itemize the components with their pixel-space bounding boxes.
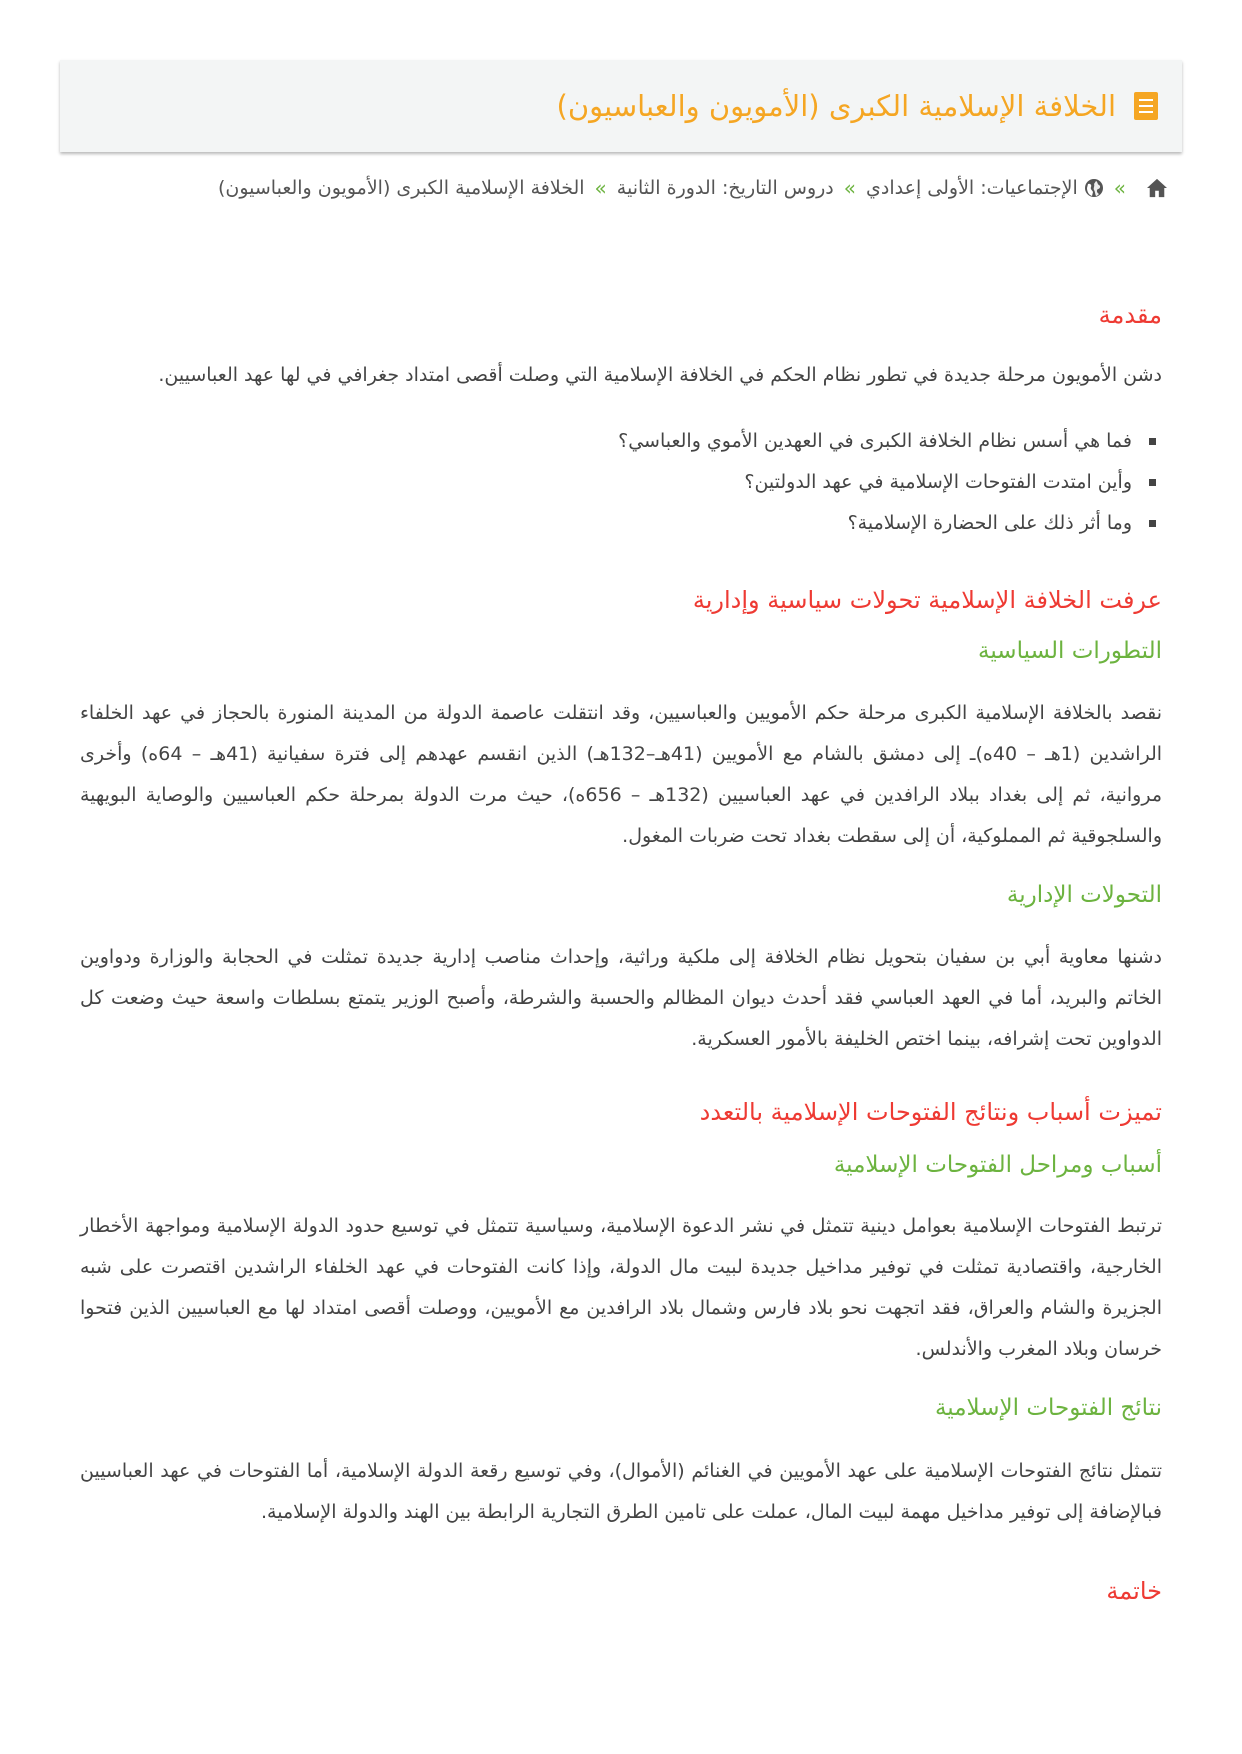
breadcrumb-item-grade[interactable]: الإجتماعيات: الأولى إعدادي xyxy=(866,177,1078,199)
breadcrumb-separator: » xyxy=(843,176,857,200)
page-title: الخلافة الإسلامية الكبرى (الأمويون والعباسيون) xyxy=(556,89,1116,123)
section1-heading: عرفت الخلافة الإسلامية تحولات سياسية وإدارية xyxy=(692,586,1162,614)
political-developments-text: نقصد بالخلافة الإسلامية الكبرى مرحلة حكم الأمويين والعباسيين، وقد انتقلت عاصمة الدولة من المدينة المنورة بالحجاز في عهد الخلفاء الراشدين (1هـ – 40ه)ـ إلى دمشق بالشام مع الأمويين (41هـ–132هـ) الذين انقسم عهدهم إلى فترة سفيانية (41هـ – 64ه) وأخرى مروانية، ثم إلى بغداد ببلاد الرافدين في عهد العباسيين (132هـ – 656ه)، حيث مرت الدولة بمرحلة حكم العباسيين والوصاية البويهية والسلجوقية ثم المملوكية، أن إلى سقطت بغداد تحت ضربات المغول. xyxy=(80,702,1163,847)
conquest-results-heading: نتائج الفتوحات الإسلامية xyxy=(934,1395,1162,1421)
conquest-causes-heading: أسباب ومراحل الفتوحات الإسلامية xyxy=(833,1152,1162,1178)
list-item: وأين امتدت الفتوحات الإسلامية في عهد الدولتين؟ xyxy=(80,462,1162,503)
document-icon xyxy=(1134,92,1158,120)
intro-text: دشن الأمويون مرحلة جديدة في تطور نظام الحكم في الخلافة الإسلامية التي وصلت أقصى امتداد جغرافي في لها عهد العباسيين. xyxy=(158,364,1162,386)
list-item: فما هي أسس نظام الخلافة الكبرى في العهدين الأموي والعباسي؟ xyxy=(80,421,1162,462)
breadcrumb-separator: » xyxy=(594,176,607,200)
title-card xyxy=(60,60,1182,152)
breadcrumb-separator: » xyxy=(1113,176,1126,200)
intro-questions xyxy=(80,421,1162,544)
administrative-changes-text: دشنها معاوية أبي بن سفيان بتحويل نظام الخلافة إلى ملكية وراثية، وإحداث مناصب إدارية جديدة تمثلت في الحجابة والوزارة ودواوين الخاتم والبريد، أما في العهد العباسي فقد أحدث ديوان المظالم والحسبة والشرطة، وأصبح الوزير يتمتع بسلطات واسعة حيث وضعت كل الدواوين تحت إشرافه، بينما اختص الخليفة بالأمور العسكرية. xyxy=(80,946,1162,1050)
breadcrumb-item-lessons[interactable]: دروس التاريخ: الدورة الثانية xyxy=(616,177,834,199)
section2-heading: تميزت أسباب ونتائج الفتوحات الإسلامية بالتعدد xyxy=(699,1098,1162,1126)
political-developments-heading: التطورات السياسية xyxy=(978,638,1162,664)
breadcrumb-item-current: الخلافة الإسلامية الكبرى (الأمويون والعباسيون) xyxy=(217,177,585,199)
breadcrumb xyxy=(88,176,1168,200)
conquest-results-text: تتمثل نتائج الفتوحات الإسلامية على عهد الأمويين في الغنائم (الأموال)، وفي توسيع رقعة الدولة الإسلامية، أما الفتوحات في عهد العباسيين فبالإضافة إلى توفير مداخيل مهمة لبيت المال، عملت على تامين الطرق التجارية الرابطة بين الهند والدولة الإسلامية. xyxy=(80,1460,1162,1523)
administrative-changes-heading: التحولات الإدارية xyxy=(1006,882,1162,908)
home-icon[interactable] xyxy=(1146,178,1168,198)
conclusion-heading: خاتمة xyxy=(1106,1577,1162,1605)
list-item: وما أثر ذلك على الحضارة الإسلامية؟ xyxy=(80,503,1162,544)
globe-icon xyxy=(1084,178,1104,198)
conquest-causes-text: ترتبط الفتوحات الإسلامية بعوامل دينية تتمثل في نشر الدعوة الإسلامية، وسياسية تتمثل في توسيع حدود الدولة الإسلامية ومواجهة الأخطار الخارجية، واقتصادية تمثلت في توفير مداخيل جديدة لبيت مال الدولة، وإذا كانت الفتوحات في عهد الخلفاء الراشدين اقتصرت على شبه الجزيرة والشام والعراق، فقد اتجهت نحو بلاد فارس وشمال بلاد الرافدين مع الأمويين، ووصلت أقصى امتداد لها مع العباسيين الذين فتحوا خرسان وبلاد المغرب والأندلس. xyxy=(80,1215,1162,1360)
intro-heading: مقدمة xyxy=(1098,301,1162,329)
